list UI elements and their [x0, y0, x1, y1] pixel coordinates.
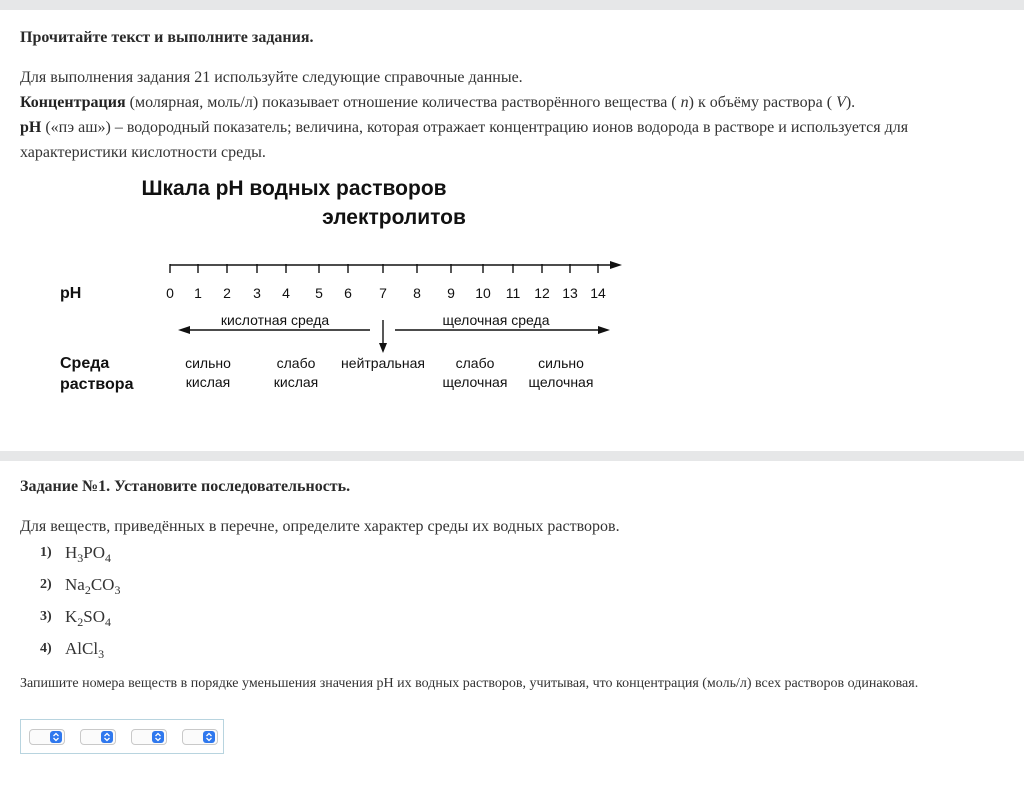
tick-label: 12 — [534, 285, 550, 301]
tick-label: 11 — [505, 285, 521, 301]
category-label: щелочная — [442, 374, 508, 390]
answer-select-3[interactable] — [131, 729, 167, 745]
chart-title-line2: электролитов — [322, 206, 466, 229]
ph-text: («пэ аш») – водородный показатель; величина, которая отражает концентрацию ионов водорода в растворе и используется для характеристики кислотности среды. — [20, 119, 909, 161]
medium-categories — [185, 355, 593, 390]
formula-na2co3: $Na_2CO_3$ — [65, 575, 121, 597]
list-item — [40, 543, 120, 575]
answer-select-4[interactable] — [182, 729, 218, 745]
ph-axis — [170, 261, 622, 273]
formula-k2so4: $K_2SO_4$ — [65, 607, 112, 629]
formula-alcl3: AlCl$_3$ — [65, 639, 105, 661]
chart-title-line1: Шкала pH водных растворов — [141, 177, 447, 200]
tick-label: 1 — [194, 285, 202, 301]
acidic-label: кислотная среда — [220, 312, 330, 328]
acidic-arrow-icon — [178, 326, 190, 334]
tick-label: 14 — [590, 285, 606, 301]
answer-sequence-box — [20, 719, 224, 754]
intro-line-1: Для выполнения задания 21 используйте следующие справочные данные. — [20, 69, 523, 86]
concentration-term: Концентрация — [20, 94, 126, 111]
var-v: V — [836, 94, 846, 111]
tick-label: 7 — [379, 285, 387, 301]
medium-label-line1: Среда — [60, 355, 110, 372]
section-divider — [0, 451, 1024, 461]
concentration-text-a: (молярная, моль/л) показывает отношение количества растворённого вещества ( — [125, 94, 681, 111]
answer-select-1[interactable] — [29, 729, 65, 745]
select-stepper-icon — [203, 731, 215, 743]
category-label: сильно — [185, 355, 231, 371]
item-number: 1) — [40, 545, 52, 560]
intro-title: Прочитайте текст и выполните задания. — [20, 29, 314, 46]
item-number: 3) — [40, 609, 52, 624]
ph-term: pH — [20, 119, 42, 136]
list-item — [40, 639, 120, 671]
item-number: 4) — [40, 641, 52, 656]
tick-label: 2 — [223, 285, 231, 301]
top-divider — [0, 0, 1024, 10]
select-stepper-icon — [152, 731, 164, 743]
tick-label: 3 — [253, 285, 261, 301]
tick-label: 6 — [344, 285, 352, 301]
alkaline-label: щелочная среда — [442, 312, 550, 328]
category-label: сильно — [538, 355, 584, 371]
task-instruction: Для веществ, приведённых в перечне, определите характер среды их водных растворов. — [20, 518, 620, 535]
task-title: Задание №1. Установите последовательность. — [20, 478, 351, 495]
item-number: 2) — [40, 577, 52, 592]
alkaline-arrow-icon — [598, 326, 610, 334]
tick-label: 9 — [447, 285, 455, 301]
ph-definition — [20, 115, 1010, 165]
category-label: нейтральная — [341, 355, 425, 371]
range-arrows — [178, 312, 610, 353]
tick-label: 8 — [413, 285, 421, 301]
substance-list — [40, 543, 120, 671]
medium-label-line2: раствора — [60, 376, 134, 393]
tick-labels — [166, 285, 606, 301]
tick-label: 5 — [315, 285, 323, 301]
select-stepper-icon — [101, 731, 113, 743]
neutral-arrow-icon — [379, 343, 387, 353]
tick-label: 4 — [282, 285, 290, 301]
category-label: слабо — [455, 355, 495, 371]
answer-instruction: Запишите номера веществ в порядке уменьшения значения pH их водных растворов, учитывая, что концентрация (моль/л) всех растворов одинаковая. — [20, 676, 919, 691]
category-label: кислая — [185, 374, 231, 390]
list-item — [40, 607, 120, 639]
category-label: кислая — [273, 374, 319, 390]
concentration-definition — [20, 90, 1010, 115]
var-n: n — [680, 94, 689, 111]
concentration-text-b: ) к объёму раствора ( — [688, 94, 837, 111]
tick-label: 10 — [475, 285, 491, 301]
tick-label: 0 — [166, 285, 174, 301]
category-label: щелочная — [528, 374, 594, 390]
ph-scale-chart — [50, 170, 650, 400]
concentration-text-c: ). — [845, 94, 856, 111]
tick-label: 13 — [562, 285, 578, 301]
axis-label-ph: pH — [60, 285, 82, 302]
list-item — [40, 575, 120, 607]
category-label: слабо — [276, 355, 316, 371]
axis-arrow-icon — [610, 261, 622, 269]
select-stepper-icon — [50, 731, 62, 743]
ph-scale-svg — [50, 170, 650, 400]
answer-select-2[interactable] — [80, 729, 116, 745]
formula-h3po4: $H_3PO_4$ — [65, 543, 112, 565]
